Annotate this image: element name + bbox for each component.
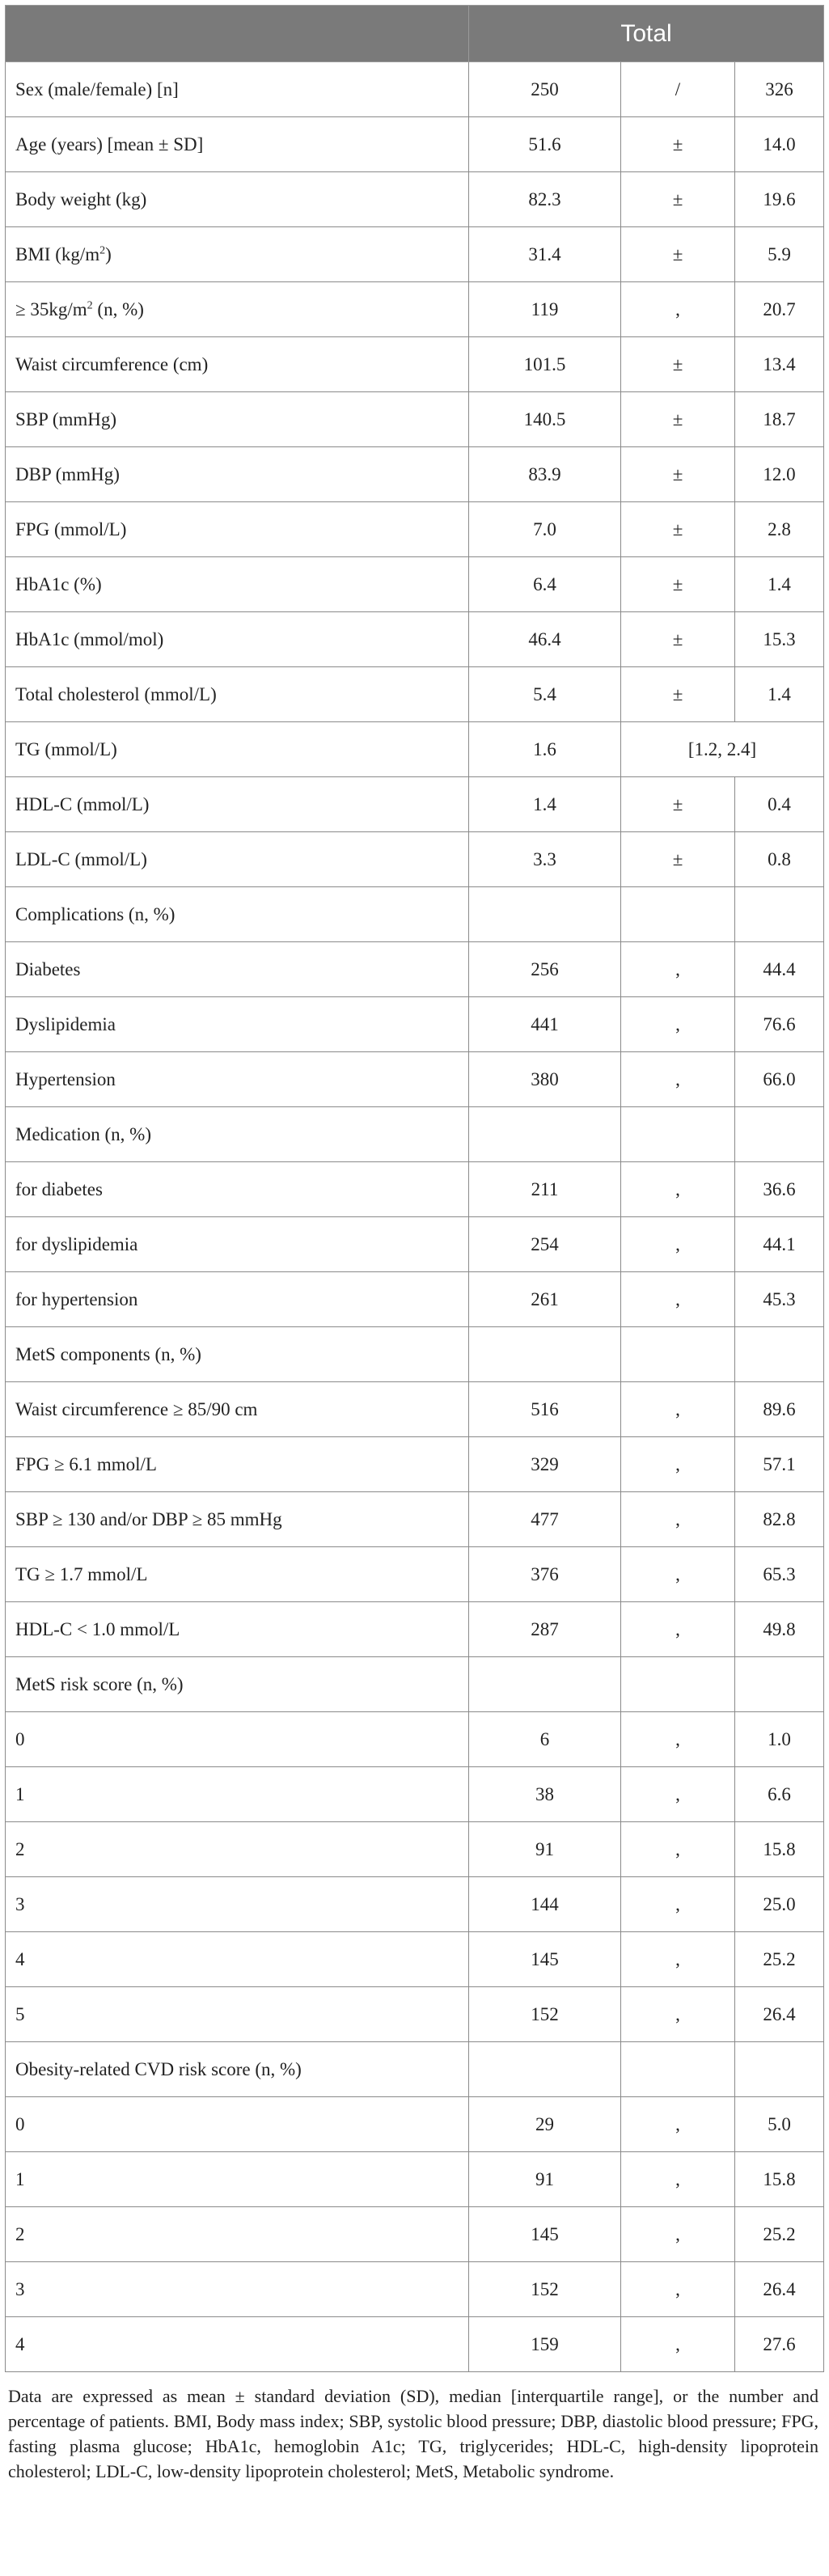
row-label-superscript: 2 <box>99 243 106 256</box>
separator-cell: , <box>621 1712 735 1767</box>
separator-cell: ± <box>621 172 735 227</box>
value-cell: 145 <box>469 2207 621 2262</box>
value-cell: 6.4 <box>469 557 621 612</box>
secondary-value-cell: 12.0 <box>735 447 824 502</box>
table-row <box>6 2207 824 2262</box>
value-cell: 250 <box>469 62 621 117</box>
table-row <box>6 777 824 832</box>
secondary-value-cell: 25.0 <box>735 1877 824 1932</box>
row-label: HDL-C < 1.0 mmol/L <box>6 1602 469 1657</box>
separator-cell: ± <box>621 227 735 282</box>
table-row <box>6 447 824 502</box>
secondary-value-cell: 2.8 <box>735 502 824 557</box>
secondary-value-cell <box>735 1327 824 1382</box>
separator-cell: , <box>621 1382 735 1437</box>
table-row <box>6 117 824 172</box>
secondary-value-cell: 89.6 <box>735 1382 824 1437</box>
table-header <box>6 6 824 62</box>
row-label: Sex (male/female) [n] <box>6 62 469 117</box>
separator-cell: , <box>621 1492 735 1547</box>
table-row <box>6 887 824 942</box>
separator-cell: , <box>621 1052 735 1107</box>
baseline-characteristics-table <box>5 5 824 2372</box>
table-row <box>6 227 824 282</box>
secondary-value-cell: 27.6 <box>735 2317 824 2372</box>
secondary-value-cell: 1.4 <box>735 557 824 612</box>
value-cell: 140.5 <box>469 392 621 447</box>
value-cell: 91 <box>469 2152 621 2207</box>
value-cell: 46.4 <box>469 612 621 667</box>
separator-cell: ± <box>621 777 735 832</box>
separator-cell: , <box>621 942 735 997</box>
separator-cell: , <box>621 1877 735 1932</box>
value-cell: 29 <box>469 2097 621 2152</box>
row-label: Age (years) [mean ± SD] <box>6 117 469 172</box>
table-container <box>5 5 823 2484</box>
separator-cell: , <box>621 2152 735 2207</box>
table-row <box>6 612 824 667</box>
row-label: Hypertension <box>6 1052 469 1107</box>
secondary-value-cell: 1.0 <box>735 1712 824 1767</box>
table-row <box>6 1382 824 1437</box>
secondary-value-cell: 25.2 <box>735 2207 824 2262</box>
row-label: 1 <box>6 2152 469 2207</box>
value-cell: 477 <box>469 1492 621 1547</box>
value-cell: 1.4 <box>469 777 621 832</box>
table-row <box>6 282 824 337</box>
value-cell: 119 <box>469 282 621 337</box>
value-cell <box>469 1657 621 1712</box>
row-label: Total cholesterol (mmol/L) <box>6 667 469 722</box>
row-label: for dyslipidemia <box>6 1217 469 1272</box>
row-label: FPG ≥ 6.1 mmol/L <box>6 1437 469 1492</box>
row-label: Dyslipidemia <box>6 997 469 1052</box>
separator-cell: , <box>621 1602 735 1657</box>
separator-cell: ± <box>621 612 735 667</box>
row-label: 4 <box>6 2317 469 2372</box>
table-row <box>6 1932 824 1987</box>
row-label: for diabetes <box>6 1162 469 1217</box>
row-label: 4 <box>6 1932 469 1987</box>
separator-cell: , <box>621 2262 735 2317</box>
separator-cell: ± <box>621 667 735 722</box>
row-label: DBP (mmHg) <box>6 447 469 502</box>
secondary-value-cell: 14.0 <box>735 117 824 172</box>
secondary-value-cell: 5.0 <box>735 2097 824 2152</box>
secondary-value-cell: 44.1 <box>735 1217 824 1272</box>
secondary-value-cell: 0.8 <box>735 832 824 887</box>
separator-cell: , <box>621 1162 735 1217</box>
value-cell: 211 <box>469 1162 621 1217</box>
separator-cell: , <box>621 997 735 1052</box>
value-cell: 1.6 <box>469 722 621 777</box>
secondary-value-cell: 15.8 <box>735 1822 824 1877</box>
value-cell: 256 <box>469 942 621 997</box>
value-cell <box>469 887 621 942</box>
value-cell: 329 <box>469 1437 621 1492</box>
row-label-suffix: (n, %) <box>92 298 144 319</box>
separator-cell: , <box>621 2097 735 2152</box>
table-row <box>6 1712 824 1767</box>
row-label: Waist circumference (cm) <box>6 337 469 392</box>
row-label-text: BMI (kg/m <box>15 243 100 264</box>
table-row <box>6 832 824 887</box>
row-label: Diabetes <box>6 942 469 997</box>
separator-cell: , <box>621 2317 735 2372</box>
table-row <box>6 1822 824 1877</box>
separator-cell <box>621 1327 735 1382</box>
value-cell: 287 <box>469 1602 621 1657</box>
separator-cell <box>621 1107 735 1162</box>
value-cell: 441 <box>469 997 621 1052</box>
header-row <box>6 6 824 62</box>
value-cell: 261 <box>469 1272 621 1327</box>
row-label: HDL-C (mmol/L) <box>6 777 469 832</box>
secondary-value-cell: 36.6 <box>735 1162 824 1217</box>
secondary-value-cell <box>735 1657 824 1712</box>
secondary-value-cell: 26.4 <box>735 2262 824 2317</box>
value-cell: 38 <box>469 1767 621 1822</box>
separator-cell: / <box>621 62 735 117</box>
row-label-suffix: ) <box>105 243 112 264</box>
value-cell: 380 <box>469 1052 621 1107</box>
secondary-value-cell: 26.4 <box>735 1987 824 2042</box>
separator-cell: , <box>621 1767 735 1822</box>
separator-cell: ± <box>621 502 735 557</box>
value-cell: 101.5 <box>469 337 621 392</box>
row-label: LDL-C (mmol/L) <box>6 832 469 887</box>
table-row <box>6 1217 824 1272</box>
separator-cell: , <box>621 1932 735 1987</box>
row-label: MetS components (n, %) <box>6 1327 469 1382</box>
table-body <box>6 62 824 2372</box>
table-row <box>6 1547 824 1602</box>
secondary-value-cell: 49.8 <box>735 1602 824 1657</box>
table-row <box>6 2317 824 2372</box>
secondary-value-cell: 0.4 <box>735 777 824 832</box>
table-row <box>6 1327 824 1382</box>
value-cell: 376 <box>469 1547 621 1602</box>
separator-cell: , <box>621 1217 735 1272</box>
row-label: 3 <box>6 1877 469 1932</box>
separator-cell: , <box>621 2207 735 2262</box>
separator-cell: ± <box>621 117 735 172</box>
row-label: HbA1c (%) <box>6 557 469 612</box>
table-row <box>6 1107 824 1162</box>
secondary-value-cell <box>735 1107 824 1162</box>
separator-cell: , <box>621 282 735 337</box>
table-row <box>6 502 824 557</box>
value-cell: 51.6 <box>469 117 621 172</box>
row-label: Medication (n, %) <box>6 1107 469 1162</box>
row-label: for hypertension <box>6 1272 469 1327</box>
value-cell: 159 <box>469 2317 621 2372</box>
table-row <box>6 1767 824 1822</box>
value-cell: 91 <box>469 1822 621 1877</box>
table-row <box>6 1987 824 2042</box>
row-label: Complications (n, %) <box>6 887 469 942</box>
secondary-value-cell: 45.3 <box>735 1272 824 1327</box>
row-label: Obesity-related CVD risk score (n, %) <box>6 2042 469 2097</box>
table-row <box>6 1877 824 1932</box>
table-row <box>6 997 824 1052</box>
value-cell: 5.4 <box>469 667 621 722</box>
row-label: SBP (mmHg) <box>6 392 469 447</box>
secondary-value-cell: 6.6 <box>735 1767 824 1822</box>
separator-cell: ± <box>621 557 735 612</box>
table-row <box>6 172 824 227</box>
table-row <box>6 337 824 392</box>
value-cell <box>469 2042 621 2097</box>
row-label: 2 <box>6 1822 469 1877</box>
row-label: 2 <box>6 2207 469 2262</box>
secondary-value-cell: 76.6 <box>735 997 824 1052</box>
table-row <box>6 942 824 997</box>
row-label: Body weight (kg) <box>6 172 469 227</box>
secondary-value-cell <box>735 887 824 942</box>
row-label: 0 <box>6 2097 469 2152</box>
separator-cell: ± <box>621 337 735 392</box>
table-row <box>6 2152 824 2207</box>
separator-cell <box>621 2042 735 2097</box>
separator-cell: , <box>621 1272 735 1327</box>
value-cell: 144 <box>469 1877 621 1932</box>
table-row <box>6 2042 824 2097</box>
row-label: 3 <box>6 2262 469 2317</box>
secondary-value-cell <box>735 2042 824 2097</box>
table-row <box>6 1162 824 1217</box>
secondary-value-cell: 44.4 <box>735 942 824 997</box>
row-label-superscript: 2 <box>87 298 93 311</box>
value-cell: 6 <box>469 1712 621 1767</box>
row-label: Waist circumference ≥ 85/90 cm <box>6 1382 469 1437</box>
value-cell: 516 <box>469 1382 621 1437</box>
table-row <box>6 557 824 612</box>
table-row <box>6 722 824 777</box>
table-row <box>6 1492 824 1547</box>
secondary-value-cell: 18.7 <box>735 392 824 447</box>
table-row <box>6 1657 824 1712</box>
secondary-value-cell: 82.8 <box>735 1492 824 1547</box>
row-label <box>6 227 469 282</box>
separator-cell: , <box>621 1547 735 1602</box>
separator-cell: ± <box>621 392 735 447</box>
row-label: 0 <box>6 1712 469 1767</box>
row-label: MetS risk score (n, %) <box>6 1657 469 1712</box>
value-cell: 152 <box>469 1987 621 2042</box>
value-cell: 82.3 <box>469 172 621 227</box>
table-row <box>6 1602 824 1657</box>
secondary-value-cell: 326 <box>735 62 824 117</box>
header-blank-cell <box>6 6 469 62</box>
secondary-value-cell: 25.2 <box>735 1932 824 1987</box>
table-row <box>6 1052 824 1107</box>
row-label: 1 <box>6 1767 469 1822</box>
value-cell: 7.0 <box>469 502 621 557</box>
value-cell: 83.9 <box>469 447 621 502</box>
header-total: Total <box>469 6 824 62</box>
secondary-value-cell: 66.0 <box>735 1052 824 1107</box>
secondary-value-cell: 13.4 <box>735 337 824 392</box>
separator-cell <box>621 1657 735 1712</box>
value-cell: 31.4 <box>469 227 621 282</box>
row-label: 5 <box>6 1987 469 2042</box>
table-row <box>6 1437 824 1492</box>
secondary-value-cell: 20.7 <box>735 282 824 337</box>
row-label: FPG (mmol/L) <box>6 502 469 557</box>
secondary-value-cell: 65.3 <box>735 1547 824 1602</box>
value-cell: 152 <box>469 2262 621 2317</box>
separator-cell: ± <box>621 832 735 887</box>
table-row <box>6 2262 824 2317</box>
secondary-value-cell: 57.1 <box>735 1437 824 1492</box>
separator-cell <box>621 887 735 942</box>
secondary-value-cell: 19.6 <box>735 172 824 227</box>
table-row <box>6 667 824 722</box>
range-cell: [1.2, 2.4] <box>621 722 824 777</box>
secondary-value-cell: 1.4 <box>735 667 824 722</box>
row-label: TG ≥ 1.7 mmol/L <box>6 1547 469 1602</box>
separator-cell: , <box>621 1822 735 1877</box>
separator-cell: , <box>621 1987 735 2042</box>
table-footnote: Data are expressed as mean ± standard deviation (SD), median [interquartile range], or the number and percentage of patients. BMI, Body mass index; SBP, systolic blood pressure; DBP, diastolic blood pressure; FPG, fasting plasma glucose; HbA1c, hemoglobin A1c; TG, triglycerides; HDL-C, high-density lipoprotein cholesterol; LDL-C, low-density lipoprotein cholesterol; MetS, Metabolic syndrome. <box>8 2386 818 2481</box>
row-label-text: ≥ 35kg/m <box>15 298 87 319</box>
separator-cell: ± <box>621 447 735 502</box>
row-label: TG (mmol/L) <box>6 722 469 777</box>
row-label: SBP ≥ 130 and/or DBP ≥ 85 mmHg <box>6 1492 469 1547</box>
row-label <box>6 282 469 337</box>
value-cell: 145 <box>469 1932 621 1987</box>
table-row <box>6 2097 824 2152</box>
table-row <box>6 392 824 447</box>
separator-cell: , <box>621 1437 735 1492</box>
value-cell <box>469 1107 621 1162</box>
row-label: HbA1c (mmol/mol) <box>6 612 469 667</box>
secondary-value-cell: 5.9 <box>735 227 824 282</box>
value-cell <box>469 1327 621 1382</box>
secondary-value-cell: 15.8 <box>735 2152 824 2207</box>
secondary-value-cell: 15.3 <box>735 612 824 667</box>
value-cell: 3.3 <box>469 832 621 887</box>
table-row <box>6 62 824 117</box>
value-cell: 254 <box>469 1217 621 1272</box>
table-row <box>6 1272 824 1327</box>
